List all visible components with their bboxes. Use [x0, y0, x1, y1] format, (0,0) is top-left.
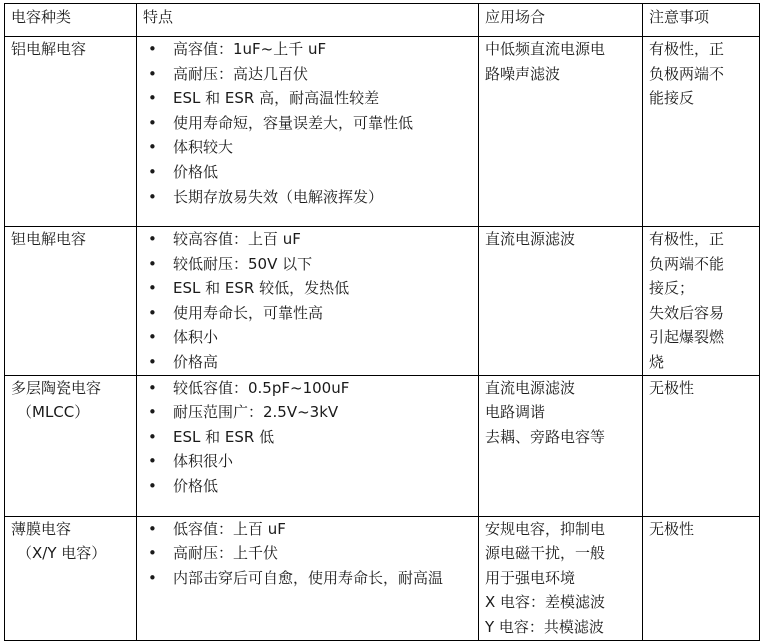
cell-applications — [479, 37, 643, 227]
feature-item: • 较高容值：上百 uF — [143, 227, 472, 252]
feature-item: • 体积小 — [143, 325, 472, 350]
application-line: 用于强电环境 — [485, 568, 576, 587]
cell-applications — [479, 516, 643, 640]
feature-item: • 低容值：上百 uF — [143, 517, 472, 542]
note-line: 无极性 — [649, 378, 695, 397]
row-mlcc — [5, 375, 760, 516]
note-line: 无极性 — [649, 519, 695, 538]
feature-item: • 高容值：1uF~上千 uF — [143, 37, 472, 62]
note-line: 有极性，正 — [649, 230, 725, 248]
header-features: 特点 — [137, 4, 479, 37]
cell-features — [137, 375, 479, 516]
note-line: 有极性，正 — [649, 40, 725, 58]
cell-applications — [479, 227, 643, 376]
cell-type — [5, 227, 137, 376]
header-type: 电容种类 — [5, 4, 137, 37]
note-line: 负两端不能 — [649, 254, 725, 273]
capacitor-comparison-table — [4, 3, 760, 641]
cell-type — [5, 37, 137, 227]
header-notes: 注意事项 — [643, 4, 760, 37]
note-line: 负极两端不 — [649, 64, 725, 83]
feature-item: • 体积很小 — [143, 449, 472, 474]
feature-item: • 价格低 — [143, 474, 472, 499]
feature-list — [143, 376, 472, 499]
cell-features — [137, 516, 479, 640]
feature-list — [143, 227, 472, 375]
feature-item: • 耐压范围广：2.5V~3kV — [143, 400, 472, 425]
application-line: X 电容：差模滤波 — [485, 593, 606, 612]
row-film — [5, 516, 760, 640]
feature-item: • 价格高 — [143, 350, 472, 375]
note-line: 接反； — [649, 279, 695, 298]
feature-item: • 体积较大 — [143, 135, 472, 160]
cell-notes — [643, 227, 760, 376]
note-line: 引起爆裂燃 — [649, 328, 725, 347]
cell-applications — [479, 375, 643, 516]
application-line: 去耦、旁路电容等 — [485, 427, 606, 446]
type-line: 铝电解电容 — [11, 40, 87, 58]
cell-type — [5, 375, 137, 516]
header-row — [5, 4, 760, 37]
feature-item: • 较低耐压：50V 以下 — [143, 252, 472, 277]
feature-item: • 高耐压：上千伏 — [143, 541, 472, 566]
feature-item: • 高耐压：高达几百伏 — [143, 62, 472, 87]
application-line: 中低频直流电源电 — [485, 40, 606, 58]
feature-item: • 长期存放易失效（电解液挥发） — [143, 185, 472, 210]
note-line: 失效后容易 — [649, 303, 725, 322]
application-line: Y 电容：共模滤波 — [485, 617, 604, 636]
type-line: （X/Y 电容） — [17, 544, 107, 563]
cell-features — [137, 227, 479, 376]
feature-item: • ESL 和 ESR 较低，发热低 — [143, 276, 472, 301]
cell-notes — [643, 516, 760, 640]
application-line: 直流电源滤波 — [485, 378, 576, 397]
cell-notes — [643, 37, 760, 227]
type-line: 多层陶瓷电容 — [11, 378, 102, 397]
row-tantalum-electrolytic — [5, 227, 760, 376]
cell-type — [5, 516, 137, 640]
header-applications: 应用场合 — [479, 4, 643, 37]
application-line: 电路调谐 — [485, 403, 546, 422]
feature-item: • 较低容值：0.5pF~100uF — [143, 376, 472, 401]
row-aluminum-electrolytic — [5, 37, 760, 227]
type-line: 薄膜电容 — [11, 519, 72, 538]
feature-list — [143, 37, 472, 209]
note-line: 烧 — [649, 352, 665, 371]
cell-notes — [643, 375, 760, 516]
application-line: 直流电源滤波 — [485, 230, 576, 248]
note-line: 能接反 — [649, 89, 695, 108]
feature-item: • 价格低 — [143, 160, 472, 185]
cell-features — [137, 37, 479, 227]
application-line: 路噪声滤波 — [485, 64, 561, 83]
feature-item: • ESL 和 ESR 低 — [143, 425, 472, 450]
type-line: 钽电解电容 — [11, 230, 87, 248]
application-line: 源电磁干扰，一般 — [485, 544, 606, 563]
feature-item: • 使用寿命长，可靠性高 — [143, 301, 472, 326]
type-line: （MLCC） — [17, 403, 90, 422]
feature-item: • ESL 和 ESR 高，耐高温性较差 — [143, 86, 472, 111]
feature-list — [143, 517, 472, 591]
feature-item: • 内部击穿后可自愈，使用寿命长，耐高温 — [143, 566, 472, 591]
application-line: 安规电容，抑制电 — [485, 519, 606, 538]
feature-item: • 使用寿命短，容量误差大，可靠性低 — [143, 111, 472, 136]
